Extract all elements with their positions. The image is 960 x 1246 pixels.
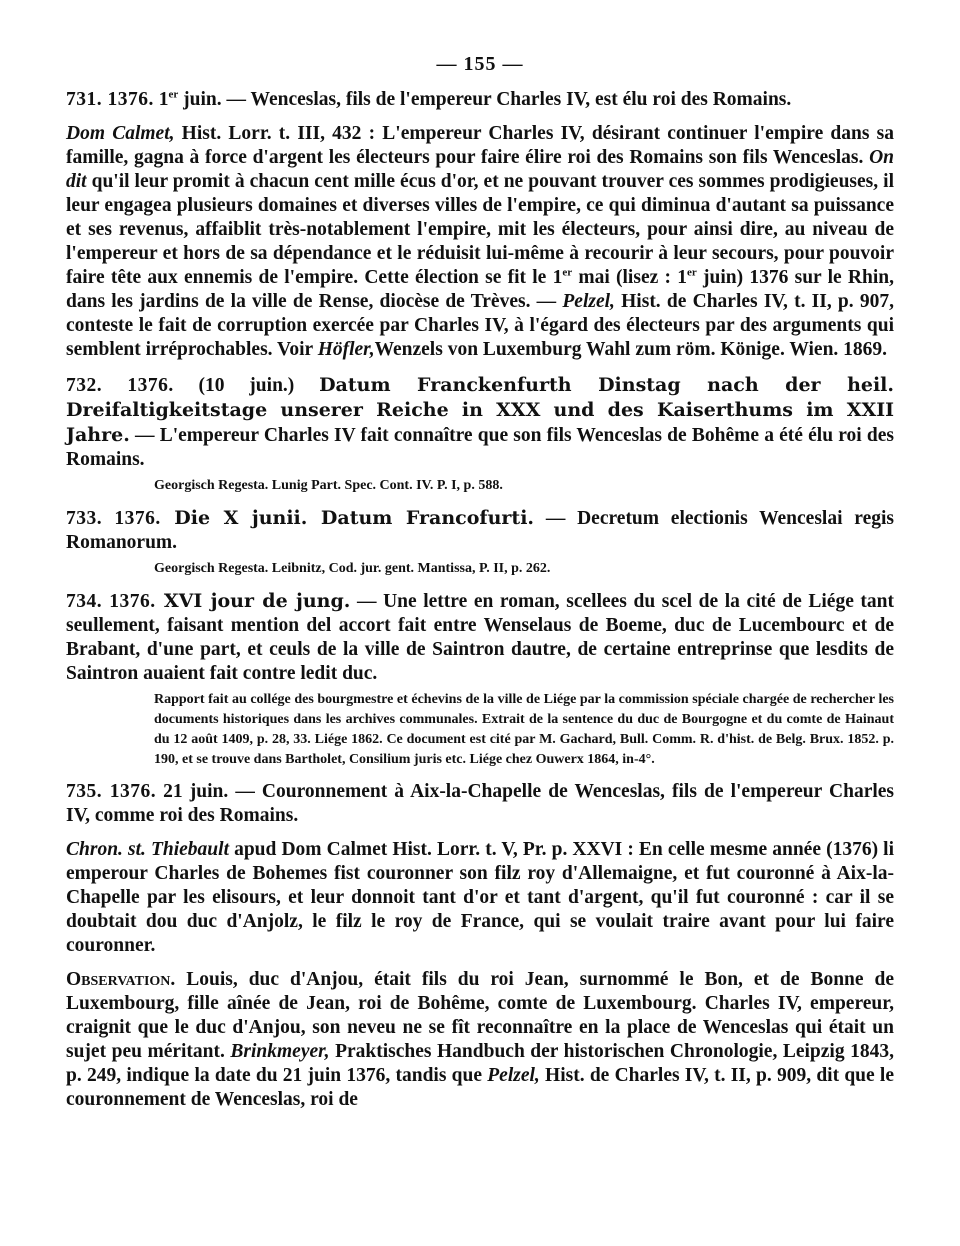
author-name: Dom Calmet,: [66, 123, 175, 144]
entry-734: [66, 589, 894, 686]
superscript: er: [562, 266, 573, 279]
observation: [66, 968, 894, 1112]
document-page: [66, 52, 894, 1112]
entry-731: [66, 88, 894, 112]
entry-735: [66, 780, 894, 828]
entry-date: (10 juin.): [173, 375, 320, 396]
author-name: Pelzel,: [487, 1065, 540, 1086]
quote-text: apud Dom Calmet Hist. Lorr. t. V, Pr. p. XXVI : En celle mesme année (1376) li emperour Charles de Bohemes fist couronner son filz roy d'Allemaigne, et fut couronné à Aix-la-Chapelle par les elisours, et leur donnoit tant d'or et tant d'argent, qu'il fut couronné : car il se doubtait dou duc d'Anjolz, le filz le roy de France, qui se voulait traire avant pour lui faire couronner.: [66, 839, 894, 956]
author-name: Brinkmeyer,: [230, 1041, 330, 1062]
source-text: mai (lisez : 1: [572, 267, 687, 288]
italic-phrase: On dit: [66, 147, 894, 192]
entry-ref: 734. 1376.: [66, 591, 156, 612]
author-name: Höfler,: [317, 339, 375, 360]
superscript: er: [687, 266, 697, 279]
superscript: er: [168, 88, 179, 101]
source-text: Wenzels von Luxemburg Wahl zum röm. Könige. Wien. 1869.: [374, 339, 888, 360]
entry-732: [66, 373, 894, 472]
source-text: Hist. Lorr. t. III, 432 : L'empereur Charles IV, désirant continuer l'empire dans sa famille, gagna à force d'argent les électeurs pour faire élire roi des Romains son fils Wenceslas.: [66, 123, 894, 168]
page-number: — 155 —: [436, 53, 524, 75]
gothic-heading: XVI jour de jung.: [155, 590, 351, 612]
entry-731-source: [66, 122, 894, 362]
gothic-heading: Die X junii. Datum Francofurti.: [160, 507, 535, 529]
entry-text: — Une lettre en roman, scellees du scel de la cité de Liége tant seullement, faisant mention del accort fait entre Wenselaus de Boeme, duc de Lucembourc et de Brabant, d'une part, et ceuls de la ville de Saintron dautre, de certaine entreprinse que lesdits de Saintron auaient fait contre ledit duc.: [66, 591, 895, 684]
entry-text: — Decretum electionis Wenceslai regis Romanorum.: [66, 508, 895, 553]
entry-text: — L'empereur Charles IV fait connaître que son fils Wenceslas de Bohême a été élu roi des Romains.: [66, 425, 894, 470]
entry-ref: 733. 1376.: [66, 508, 161, 529]
entry-text: juin. — Wenceslas, fils de l'empereur Charles IV, est élu roi des Romains.: [178, 89, 792, 110]
entry-ref: 732. 1376.: [66, 375, 174, 396]
source-title: Chron. st. Thiebault: [66, 839, 229, 860]
source-text: juin) 1376 sur le Rhin, dans les jardins de la ville de Rense, diocèse de Trèves. —: [66, 267, 894, 312]
entry-ref: 735. 1376.: [66, 781, 157, 802]
entry-734-note: Rapport fait au collége des bourgmestre et échevins de la ville de Liége par la commission spéciale chargée de rechercher les documents historiques dans les archives communales. Extrait de la sentence du duc de Bourgogne et du comte de Hainaut du 12 août 1409, p. 28, 33. Liége 1862. Ce document est cité par M. Gachard, Bull. Comm. R. d'hist. de Belg. Brux. 1852. p. 190, et se trouve dans Bartholet, Consilium juris etc. Liége chez Ouwerx 1864, in-4°.: [154, 692, 894, 767]
entry-733-note: Georgisch Regesta. Leibnitz, Cod. jur. gent. Mantissa, P. II, p. 262.: [154, 561, 551, 576]
chronicle-quote: [66, 838, 894, 958]
source-text: Hist. de Charles IV, t. II, p. 907, conteste le fait de corruption exercée par Charles IV, à l'égard des électeurs par des arguments qui semblent irréprochables. Voir: [66, 291, 895, 360]
entry-732-note: Georgisch Regesta. Lunig Part. Spec. Cont. IV. P. I, p. 588.: [154, 478, 503, 493]
entry-733: [66, 506, 894, 555]
entry-ref: 731. 1376.: [66, 89, 154, 110]
gothic-heading: Datum Franckenfurth Dinstag nach der heil. Dreifaltigkeitstage unserer Reiche in XXX und des Kaiserthums im XXII Jahre.: [66, 374, 895, 446]
observation-text: Praktisches Handbuch der historischen Chronologie, Leipzig 1843, p. 249, indique la date du 21 juin 1376, tandis que: [66, 1041, 894, 1086]
entry-date: 1: [158, 89, 169, 110]
observation-text: Louis, duc d'Anjou, était fils du roi Jean, surnommé le Bon, et de Bonne de Luxembourg, fille aînée de Jean, roi de Bohême, comte de Luxembourg. Charles IV, empereur, craignit que le duc d'Anjou, son neveu ne se fît reconnaître en la place de Wenceslas qui était un sujet peu méritant.: [66, 969, 894, 1062]
source-text: qu'il leur promit à chacun cent mille écus d'or, et ne pouvant trouver ces sommes prodigieuses, il leur engagea plusieurs domaines et diverses villes de l'empire, ce qui diminua d'autant sa puissance et ses revenus, affaiblit très-notablement l'empire, mit les électeurs, pour ainsi dire, au niveau de l'empereur et hors de sa dépendance et le réduisit lui-même à recourir à leur secours, pour pouvoir faire tête aux ennemis de l'empire. Cette élection se fit le 1: [66, 171, 894, 288]
observation-text: Hist. de Charles IV, t. II, p. 909, dit que le couronnement de Wenceslas, roi de: [66, 1065, 894, 1110]
entry-text: 21 juin. — Couronnement à Aix-la-Chapelle de Wenceslas, fils de l'empereur Charles IV, comme roi des Romains.: [66, 781, 895, 826]
observation-label: Observation.: [66, 969, 176, 990]
author-name: Pelzel,: [562, 291, 615, 312]
